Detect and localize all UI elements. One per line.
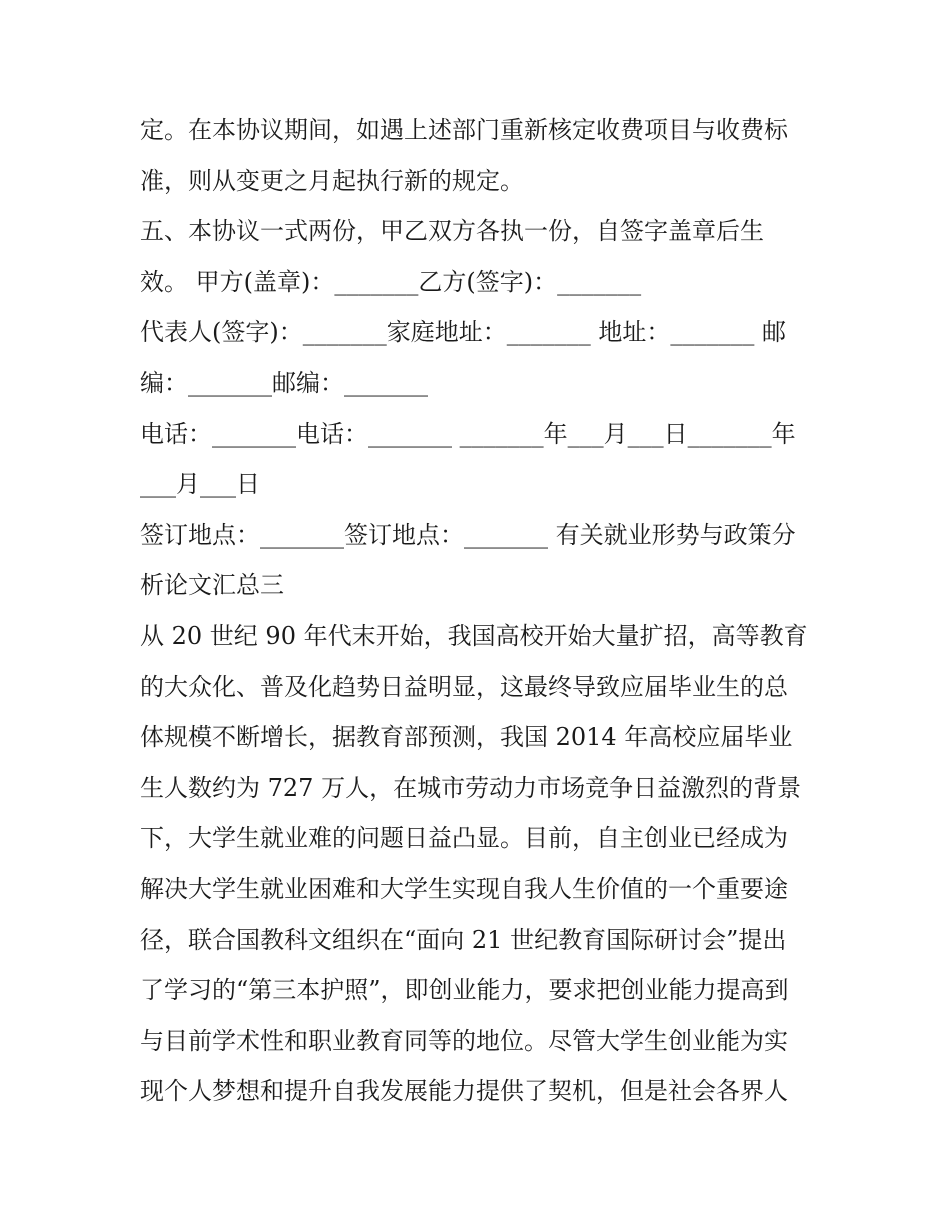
text-line: 下，大学生就业难的问题日益凸显。目前，自主创业已经成为 [140, 824, 788, 853]
text-line: 径，联合国教科文组织在“面向 21 世纪教育国际研讨会”提出 [140, 925, 787, 954]
text-line: 现个人梦想和提升自我发展能力提供了契机，但是社会各界人 [140, 1077, 788, 1106]
text-line: 生人数约为 727 万人，在城市劳动力市场竞争日益激烈的背景 [140, 773, 802, 802]
text-line: 从 20 世纪 90 年代末开始，我国高校开始大量扩招，高等教育 [140, 621, 808, 650]
document-body [140, 105, 820, 1117]
text-line: 电话：_______电话：_______ _______年___月___日_______年 [140, 419, 796, 448]
text-line: 定。在本协议期间，如遇上述部门重新核定收费项目与收费标 [140, 116, 788, 144]
text-line: 代表人(签字)：_______家庭地址：_______ 地址：_______ 邮 [140, 318, 786, 347]
text-line: 析论文汇总三 [140, 571, 284, 600]
text-line: 的大众化、普及化趋势日益明显，这最终导致应届毕业生的总 [140, 672, 788, 701]
text-line: 五、本协议一式两份，甲乙双方各执一份，自签字盖章后生 [140, 217, 764, 246]
text-line: 准，则从变更之月起执行新的规定。 [140, 166, 524, 195]
text-line: 签订地点：_______签订地点：_______ 有关就业形势与政策分 [140, 520, 796, 549]
text-line: 解决大学生就业困难和大学生实现自我人生价值的一个重要途 [140, 874, 788, 903]
text-line: ___月___日 [140, 470, 260, 499]
text-line: 编：_______邮编：_______ [140, 368, 428, 397]
text-line: 了学习的“第三本护照”，即创业能力，要求把创业能力提高到 [140, 976, 789, 1005]
text-line: 与目前学术性和职业教育同等的地位。尽管大学生创业能为实 [140, 1026, 788, 1055]
text-line: 效。 甲方(盖章)：_______乙方(签字)：_______ [140, 267, 642, 296]
text-line: 体规模不断增长，据教育部预测，我国 2014 年高校应届毕业 [140, 723, 793, 752]
